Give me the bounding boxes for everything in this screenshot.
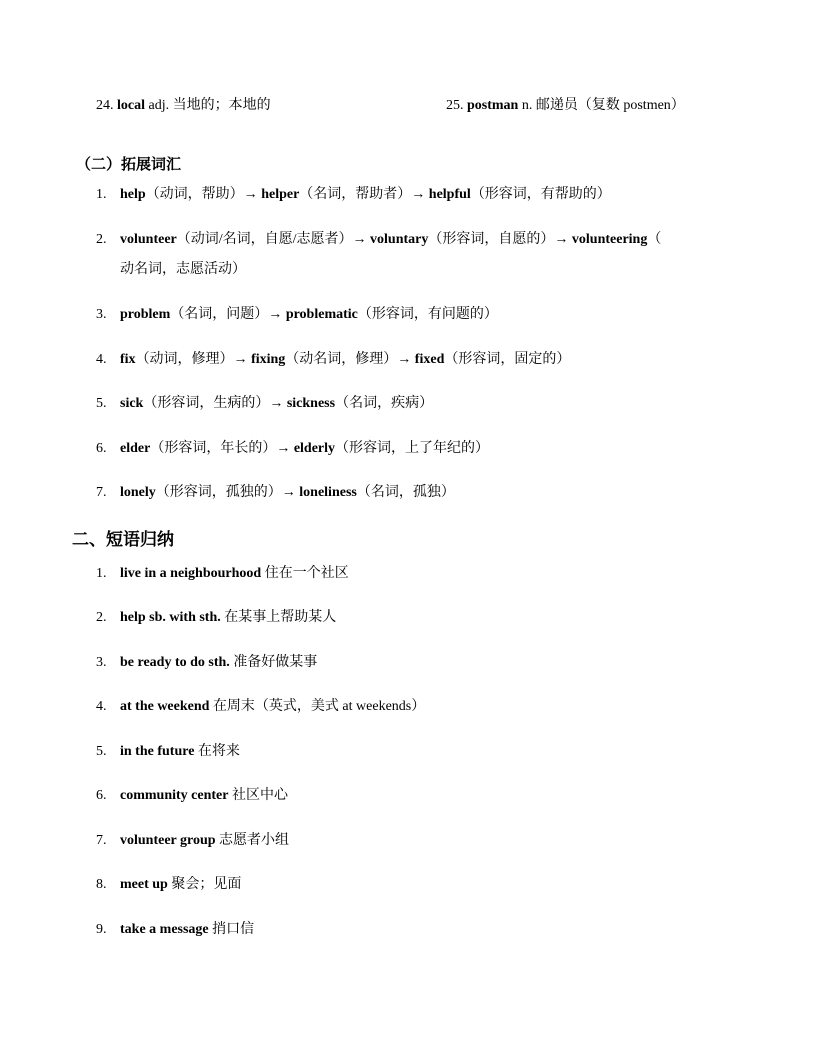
- item-number: 5.: [96, 744, 107, 759]
- phrase-meaning: 志愿者小组: [215, 833, 290, 848]
- word: fix: [120, 352, 136, 367]
- phrase: at the weekend: [120, 699, 210, 714]
- word: elderly: [293, 441, 336, 456]
- expand-item-3: [120, 306, 498, 324]
- phrase-item-1: [120, 565, 349, 583]
- item-number: 4.: [96, 352, 107, 367]
- vocab-item-24: [96, 97, 271, 115]
- expand-item-2: [120, 231, 661, 249]
- item-number: 7.: [96, 833, 107, 848]
- gloss: （形容词，孤独的）→: [155, 485, 300, 500]
- phrase: help sb. with sth.: [120, 610, 221, 625]
- expand-item-5: [120, 395, 433, 413]
- word: helpful: [428, 187, 471, 202]
- gloss: （: [647, 232, 662, 247]
- phrase: be ready to do sth.: [120, 655, 230, 670]
- expand-item-1: [120, 186, 611, 204]
- vocab-meaning: n. 邮递员（复数 postmen）: [518, 98, 685, 113]
- phrase: community center: [120, 788, 229, 803]
- gloss: （形容词，自愿的）→: [428, 232, 572, 247]
- phrase: live in a neighbourhood: [120, 566, 262, 581]
- phrase-item-2: [120, 609, 336, 627]
- item-number: 3.: [96, 655, 107, 670]
- phrase: meet up: [120, 877, 168, 892]
- item-number: 1.: [96, 187, 107, 202]
- gloss: （形容词，生病的）→: [143, 396, 287, 411]
- word: volunteer: [120, 232, 177, 247]
- word: helper: [261, 187, 300, 202]
- phrase-meaning: 住在一个社区: [261, 566, 349, 581]
- expand-item-6: [120, 440, 489, 458]
- word: help: [120, 187, 146, 202]
- gloss: （名词，孤独）: [356, 485, 455, 500]
- phrase: volunteer group: [120, 833, 216, 848]
- item-number: 7.: [96, 485, 107, 500]
- vocab-word: postman: [467, 98, 519, 113]
- expand-item-7: [120, 484, 455, 502]
- gloss: （形容词，有问题的）: [357, 307, 498, 322]
- gloss: （动词，帮助）→: [145, 187, 262, 202]
- phrase-meaning: 聚会；见面: [167, 877, 242, 892]
- item-number: 5.: [96, 396, 107, 411]
- gloss: （名词，问题）→: [170, 307, 286, 322]
- vocab-item-25: [446, 97, 685, 115]
- phrase-meaning: 在周末（英式，美式 at weekends）: [209, 699, 426, 714]
- item-number: 24.: [96, 98, 114, 113]
- phrase-item-4: [120, 698, 425, 716]
- word: problem: [120, 307, 171, 322]
- phrase-meaning: 社区中心: [228, 788, 288, 803]
- item-number: 3.: [96, 307, 107, 322]
- phrase-item-9: [120, 921, 254, 939]
- word: loneliness: [299, 485, 357, 500]
- item-number: 1.: [96, 566, 107, 581]
- word: lonely: [120, 485, 156, 500]
- section-heading-phrases: 二、短语归纳: [72, 530, 174, 550]
- word: sickness: [286, 396, 336, 411]
- vocab-word: local: [117, 98, 145, 113]
- phrase-meaning: 在将来: [194, 744, 240, 759]
- phrase-item-6: [120, 787, 288, 805]
- item-number: 2.: [96, 610, 107, 625]
- item-number: 6.: [96, 441, 107, 456]
- item-number: 9.: [96, 922, 107, 937]
- gloss: （动名词，修理）→: [285, 352, 415, 367]
- word: problematic: [285, 307, 358, 322]
- phrase: take a message: [120, 922, 209, 937]
- word: volunteering: [571, 232, 648, 247]
- gloss: （形容词，固定的）: [444, 352, 571, 367]
- phrase-item-7: [120, 832, 289, 850]
- expand-item-4: [120, 351, 570, 369]
- phrase-item-3: [120, 654, 317, 672]
- gloss: （动词，修理）→: [135, 352, 252, 367]
- gloss: （形容词，年长的）→: [150, 441, 294, 456]
- phrase-item-8: [120, 876, 241, 894]
- gloss: （名词，疾病）: [335, 396, 434, 411]
- vocab-meaning: adj. 当地的；本地的: [145, 98, 271, 113]
- phrase-item-5: [120, 743, 240, 761]
- gloss: （名词，帮助者）→: [299, 187, 429, 202]
- section-heading-expand: （二）拓展词汇: [76, 155, 182, 173]
- phrase-meaning: 捎口信: [208, 922, 255, 937]
- word: voluntary: [370, 232, 429, 247]
- phrase-meaning: 在某事上帮助某人: [220, 610, 337, 625]
- phrase: in the future: [120, 744, 195, 759]
- phrase-meaning: 准备好做某事: [229, 655, 318, 670]
- item-number: 8.: [96, 877, 107, 892]
- item-number: 6.: [96, 788, 107, 803]
- item-number: 4.: [96, 699, 107, 714]
- word: fixed: [414, 352, 445, 367]
- item-number: 25.: [446, 98, 464, 113]
- word: sick: [120, 396, 144, 411]
- expand-item-2-continued: 动名词，志愿活动）: [120, 262, 246, 277]
- word: elder: [120, 441, 151, 456]
- item-number: 2.: [96, 232, 107, 247]
- gloss: （形容词，有帮助的）: [470, 187, 611, 202]
- gloss: （动词/名词，自愿/志愿者）→: [176, 232, 371, 247]
- gloss: （形容词，上了年纪的）: [335, 441, 490, 456]
- word: fixing: [251, 352, 286, 367]
